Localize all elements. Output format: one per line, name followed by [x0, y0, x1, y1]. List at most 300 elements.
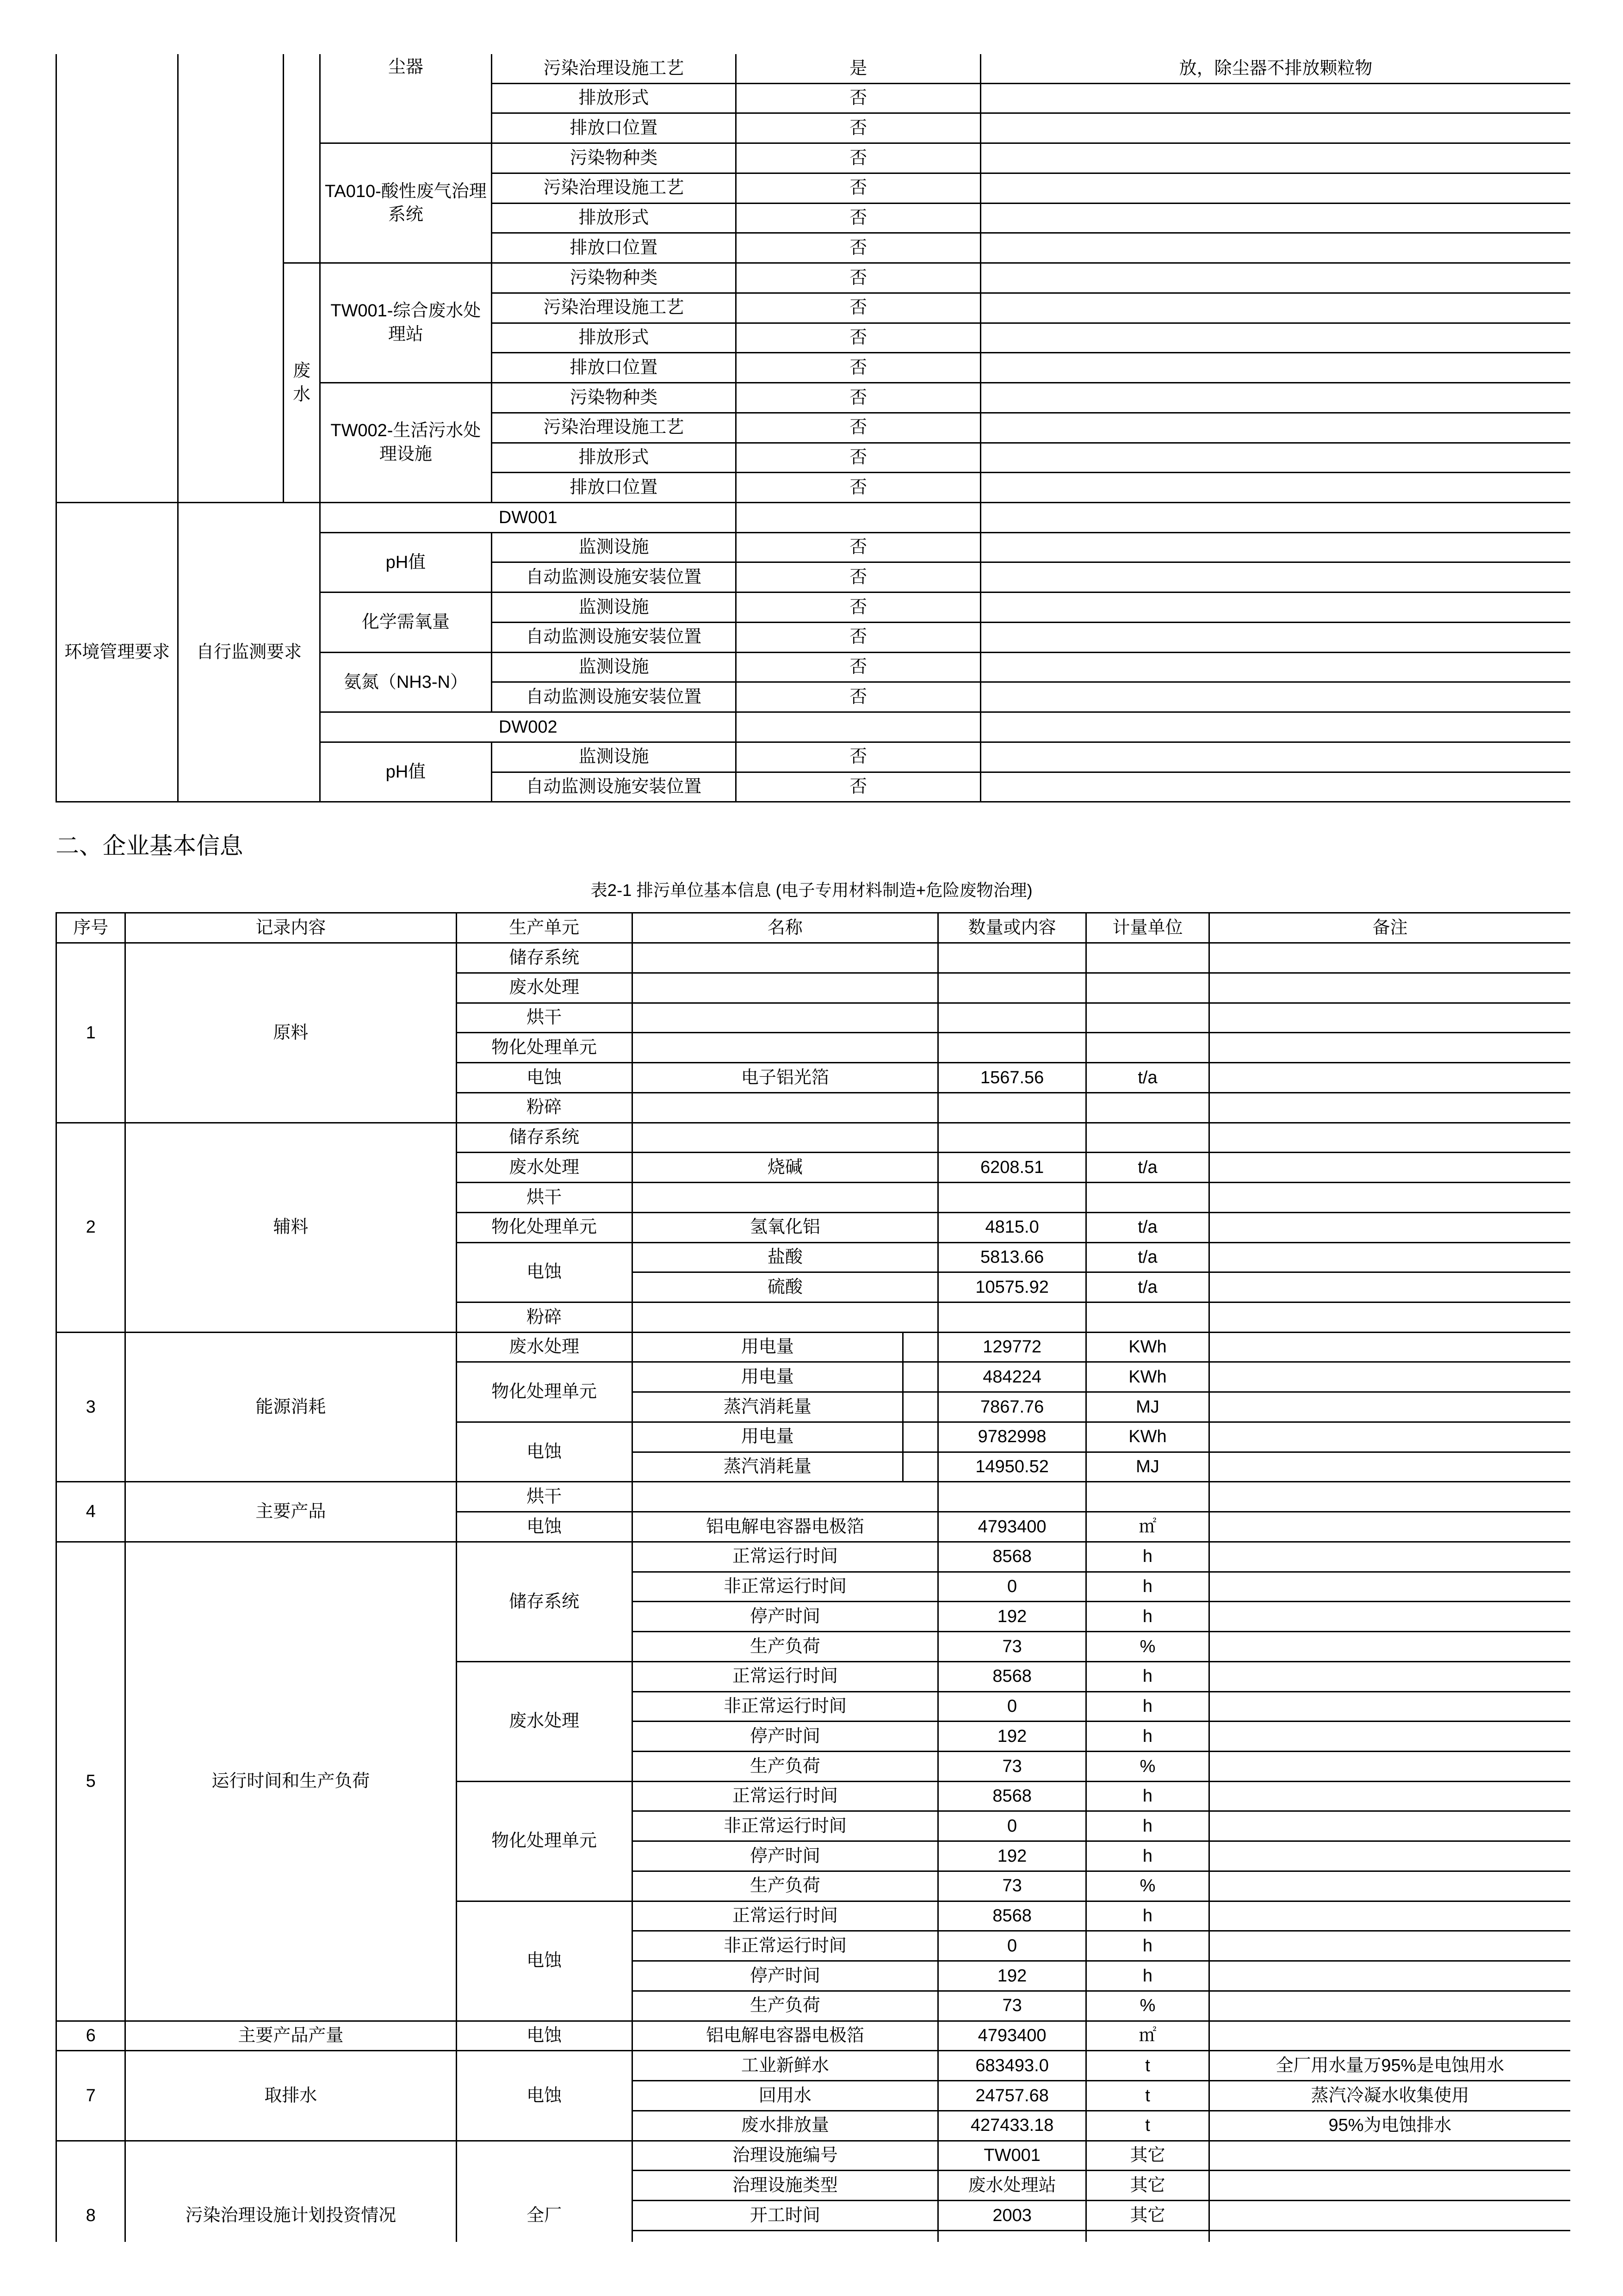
- table-cell: 废水处理站: [938, 2171, 1086, 2201]
- table-cell: 污染物种类: [491, 263, 736, 293]
- table-cell: 4: [56, 1482, 125, 1542]
- table-cell: 废水处理: [456, 973, 632, 1003]
- empty-cell: [1086, 1302, 1209, 1333]
- empty-cell: [981, 353, 1570, 383]
- empty-cell: [1209, 1722, 1570, 1752]
- table-cell: 排放形式: [491, 203, 736, 233]
- table-cell: 3: [56, 1332, 125, 1482]
- table-cell: 原料: [125, 943, 457, 1123]
- empty-cell: [981, 83, 1570, 113]
- empty-cell: [1209, 2141, 1570, 2171]
- table-cell: 73: [938, 1991, 1086, 2021]
- empty-cell: [1209, 1871, 1570, 1901]
- table-cell: 否: [736, 203, 981, 233]
- table-cell: 辅料: [125, 1123, 457, 1332]
- table-cell: 否: [736, 622, 981, 652]
- table-cell: 8568: [938, 1661, 1086, 1691]
- table-cell: 电蚀: [456, 1422, 632, 1481]
- table-cell: 4815.0: [938, 1212, 1086, 1242]
- table-cell: 盐酸: [632, 1242, 938, 1272]
- table-cell: 10575.92: [938, 1272, 1086, 1302]
- table-cell: 粉碎: [456, 1302, 632, 1333]
- empty-cell: [903, 1452, 938, 1482]
- table-cell: 其它: [1086, 2171, 1209, 2201]
- table-row: [56, 2021, 1570, 2051]
- table-cell: h: [1086, 1901, 1209, 1931]
- table-cell: 回用水: [632, 2081, 938, 2111]
- empty-cell: [1209, 1901, 1570, 1931]
- empty-cell: [938, 1183, 1086, 1213]
- table-cell: 2: [56, 1123, 125, 1332]
- table-cell: h: [1086, 1811, 1209, 1841]
- table-cell: 非正常运行时间: [632, 1931, 938, 1961]
- empty-cell: [1209, 1931, 1570, 1961]
- table-cell: 自动监测设施安装位置: [491, 622, 736, 652]
- table-cell: h: [1086, 1961, 1209, 1991]
- pollution-management-table: [56, 54, 1570, 802]
- table-cell: 废水处理: [456, 1153, 632, 1183]
- table-cell: 储存系统: [456, 1123, 632, 1153]
- table-cell: 电蚀: [456, 1063, 632, 1093]
- table-cell: 电子铝光箔: [632, 1063, 938, 1093]
- table-cell: 排放形式: [491, 83, 736, 113]
- table-cell: 9782998: [938, 1422, 1086, 1452]
- empty-cell: [1209, 973, 1570, 1003]
- empty-cell: [903, 1392, 938, 1422]
- table-cell: 治理设施编号: [632, 2141, 938, 2171]
- table-row: [56, 1332, 1570, 1362]
- empty-cell: [981, 532, 1570, 562]
- pollution-management-table-continued: [56, 54, 1570, 805]
- table-cell: t: [1086, 2111, 1209, 2141]
- table-cell: 否: [736, 593, 981, 623]
- table-cell: 0: [938, 1572, 1086, 1602]
- table-cell: 24757.68: [938, 2081, 1086, 2111]
- empty-cell: [1209, 2171, 1570, 2201]
- empty-cell: [938, 2230, 1086, 2242]
- table-cell: DW001: [320, 503, 736, 533]
- table-cell: 正常运行时间: [632, 1781, 938, 1811]
- empty-cell: [1086, 1482, 1209, 1512]
- table-cell: 氨氮（NH3-N）: [320, 652, 491, 712]
- empty-cell: [1209, 1961, 1570, 1991]
- table-cell: 否: [736, 233, 981, 263]
- table-cell: 电蚀: [456, 1242, 632, 1302]
- table-cell: h: [1086, 1602, 1209, 1632]
- empty-cell: [178, 54, 284, 502]
- table-cell: 否: [736, 413, 981, 443]
- table-cell: 停产时间: [632, 1961, 938, 1991]
- table-cell: 监测设施: [491, 742, 736, 772]
- empty-cell: [632, 943, 938, 973]
- table-cell: 否: [736, 652, 981, 682]
- table-cell: 名称: [632, 913, 938, 943]
- empty-cell: [1209, 1242, 1570, 1272]
- empty-cell: [1209, 1092, 1570, 1123]
- table-cell: 192: [938, 1841, 1086, 1871]
- table-cell: 主要产品: [125, 1482, 457, 1542]
- empty-cell: [736, 503, 981, 533]
- table-cell: 1: [56, 943, 125, 1123]
- table-cell: 计量单位: [1086, 913, 1209, 943]
- empty-cell: [981, 593, 1570, 623]
- table-cell: 全厂用水量万95%是电蚀用水: [1209, 2051, 1570, 2081]
- empty-cell: [938, 1003, 1086, 1033]
- table-cell: 电蚀: [456, 2021, 632, 2051]
- table-cell: 废水处理: [456, 1661, 632, 1781]
- table-cell: 73: [938, 1871, 1086, 1901]
- table-cell: 非正常运行时间: [632, 1691, 938, 1722]
- empty-cell: [938, 943, 1086, 973]
- section-heading: 二、企业基本信息: [56, 832, 243, 859]
- table-cell: 192: [938, 1602, 1086, 1632]
- table-cell: 停产时间: [632, 1841, 938, 1871]
- empty-cell: [981, 503, 1570, 533]
- empty-cell: [1209, 1811, 1570, 1841]
- empty-cell: [981, 652, 1570, 682]
- table-cell: TW002-生活污水处理设施: [320, 383, 491, 503]
- table-cell: 其它: [1086, 2141, 1209, 2171]
- table-row: [56, 503, 1570, 533]
- empty-cell: [1209, 1602, 1570, 1632]
- empty-cell: [56, 54, 178, 502]
- table-cell: 污染治理设施工艺: [491, 413, 736, 443]
- table-cell: 0: [938, 1691, 1086, 1722]
- table-caption: 表2-1 排污单位基本信息 (电子专用材料制造+危险废物治理): [590, 881, 1033, 900]
- table-cell: 监测设施: [491, 593, 736, 623]
- table-cell: t/a: [1086, 1242, 1209, 1272]
- table-cell: 硫酸: [632, 1272, 938, 1302]
- empty-cell: [981, 143, 1570, 173]
- empty-cell: [1209, 1542, 1570, 1572]
- table-cell: 6208.51: [938, 1153, 1086, 1183]
- table-cell: TW001: [938, 2141, 1086, 2171]
- empty-cell: [981, 742, 1570, 772]
- empty-cell: [981, 113, 1570, 143]
- empty-cell: [1086, 943, 1209, 973]
- table-cell: 非正常运行时间: [632, 1811, 938, 1841]
- table-cell: 2003: [938, 2201, 1086, 2231]
- table-cell: 记录内容: [125, 913, 457, 943]
- empty-cell: [1086, 1092, 1209, 1123]
- empty-cell: [1209, 1063, 1570, 1093]
- table-cell: 否: [736, 473, 981, 503]
- empty-cell: [981, 233, 1570, 263]
- empty-cell: [1209, 1482, 1570, 1512]
- table-cell: 治理设施类型: [632, 2171, 938, 2201]
- table-cell: 取排水: [125, 2051, 457, 2141]
- table-cell: 5813.66: [938, 1242, 1086, 1272]
- table-cell: 烘干: [456, 1183, 632, 1213]
- table-cell: 73: [938, 1752, 1086, 1782]
- empty-cell: [1086, 1123, 1209, 1153]
- table-cell: 否: [736, 562, 981, 593]
- empty-cell: [632, 1033, 938, 1063]
- table-cell: TA010-酸性废气治理系统: [320, 143, 491, 263]
- table-cell: 蒸汽消耗量: [632, 1452, 903, 1482]
- table-cell: 排放口位置: [491, 113, 736, 143]
- table-cell: 污染治理设施计划投资情况: [125, 2141, 457, 2242]
- table-cell: 1567.56: [938, 1063, 1086, 1093]
- table-cell: t/a: [1086, 1153, 1209, 1183]
- empty-cell: [1086, 973, 1209, 1003]
- table-cell: h: [1086, 1661, 1209, 1691]
- empty-cell: [1209, 1512, 1570, 1542]
- table-cell: 自动监测设施安装位置: [491, 562, 736, 593]
- table-cell: KWh: [1086, 1422, 1209, 1452]
- empty-cell: [284, 54, 320, 263]
- table-cell: 生产负荷: [632, 1991, 938, 2021]
- table-cell: 否: [736, 143, 981, 173]
- empty-cell: [1209, 1422, 1570, 1452]
- empty-cell: [632, 1482, 938, 1512]
- empty-cell: [1086, 2230, 1209, 2242]
- table-cell: t: [1086, 2081, 1209, 2111]
- table-cell: 是: [736, 54, 981, 83]
- table-cell: 其它: [1086, 2201, 1209, 2231]
- table-cell: 储存系统: [456, 1542, 632, 1661]
- empty-cell: [981, 772, 1570, 802]
- table-row: [56, 1542, 1570, 1572]
- table-cell: 683493.0: [938, 2051, 1086, 2081]
- table-cell: 铝电解电容器电极箔: [632, 2021, 938, 2051]
- empty-cell: [1209, 1302, 1570, 1333]
- table-cell: 否: [736, 323, 981, 353]
- table-cell: 污染物种类: [491, 143, 736, 173]
- empty-cell: [981, 622, 1570, 652]
- table-cell: 73: [938, 1632, 1086, 1662]
- table-cell: 正常运行时间: [632, 1542, 938, 1572]
- table-cell: 物化处理单元: [456, 1362, 632, 1422]
- table-cell: ㎡: [1086, 2021, 1209, 2051]
- table-cell: 物化处理单元: [456, 1033, 632, 1063]
- table-cell: %: [1086, 1871, 1209, 1901]
- table-cell: t/a: [1086, 1063, 1209, 1093]
- empty-cell: [632, 2230, 938, 2242]
- table-cell: 0: [938, 1931, 1086, 1961]
- empty-cell: [981, 443, 1570, 473]
- empty-cell: [1086, 1183, 1209, 1213]
- empty-cell: [981, 263, 1570, 293]
- table-cell: 电蚀: [456, 1512, 632, 1542]
- table-cell: 烘干: [456, 1003, 632, 1033]
- table-cell: 排放形式: [491, 443, 736, 473]
- table-cell: pH值: [320, 532, 491, 592]
- table-cell: 废水排放量: [632, 2111, 938, 2141]
- empty-cell: [1209, 1392, 1570, 1422]
- empty-cell: [1209, 1123, 1570, 1153]
- table-cell: 物化处理单元: [456, 1212, 632, 1242]
- table-cell: 废水处理: [456, 1332, 632, 1362]
- empty-cell: [632, 1092, 938, 1123]
- table-cell: 正常运行时间: [632, 1901, 938, 1931]
- table-cell: 4793400: [938, 2021, 1086, 2051]
- table-cell: 否: [736, 772, 981, 802]
- table-cell: 排放口位置: [491, 473, 736, 503]
- table-cell: 全厂: [456, 2141, 632, 2242]
- empty-cell: [938, 1123, 1086, 1153]
- table-header-row: [56, 913, 1570, 943]
- table-cell: 8568: [938, 1901, 1086, 1931]
- empty-cell: [938, 1482, 1086, 1512]
- table-cell: 否: [736, 532, 981, 562]
- table-cell: 7867.76: [938, 1392, 1086, 1422]
- table-cell: 否: [736, 263, 981, 293]
- table-cell: 否: [736, 113, 981, 143]
- table-cell: 氢氧化铝: [632, 1212, 938, 1242]
- table-cell: MJ: [1086, 1452, 1209, 1482]
- table-cell: 自动监测设施安装位置: [491, 682, 736, 712]
- empty-cell: [1209, 1752, 1570, 1782]
- table-cell: 污染治理设施工艺: [491, 173, 736, 203]
- empty-cell: [1209, 1332, 1570, 1362]
- empty-cell: [1209, 1632, 1570, 1662]
- empty-cell: [1209, 2201, 1570, 2231]
- table-cell: 污染治理设施工艺: [491, 54, 736, 83]
- table-cell: h: [1086, 1691, 1209, 1722]
- table-cell: 8568: [938, 1781, 1086, 1811]
- table-cell: 否: [736, 173, 981, 203]
- table-cell: 5: [56, 1542, 125, 2021]
- table-cell: 用电量: [632, 1362, 903, 1392]
- table-cell: 数量或内容: [938, 913, 1086, 943]
- empty-cell: [1209, 1691, 1570, 1722]
- empty-cell: [1209, 1183, 1570, 1213]
- table-cell: 生产单元: [456, 913, 632, 943]
- empty-cell: [981, 173, 1570, 203]
- table-cell: 排放口位置: [491, 353, 736, 383]
- table-cell: 自动监测设施安装位置: [491, 772, 736, 802]
- table-cell: 放，除尘器不排放颗粒物: [981, 54, 1570, 83]
- table-cell: h: [1086, 1542, 1209, 1572]
- table-cell: 14950.52: [938, 1452, 1086, 1482]
- table-cell: 生产负荷: [632, 1752, 938, 1782]
- table-cell: 环境管理要求: [56, 503, 178, 802]
- table-row: [56, 1482, 1570, 1512]
- table-cell: %: [1086, 1632, 1209, 1662]
- table-cell: 烧碱: [632, 1153, 938, 1183]
- empty-cell: [1209, 943, 1570, 973]
- table-cell: pH值: [320, 742, 491, 802]
- table-cell: 否: [736, 682, 981, 712]
- empty-cell: [938, 1092, 1086, 1123]
- empty-cell: [903, 1332, 938, 1362]
- table-cell: h: [1086, 1931, 1209, 1961]
- table-cell: 否: [736, 83, 981, 113]
- empty-cell: [938, 973, 1086, 1003]
- table-row: [56, 2051, 1570, 2081]
- basic-info-table: [56, 912, 1570, 2242]
- table-cell: 排放口位置: [491, 233, 736, 263]
- table-cell: 能源消耗: [125, 1332, 457, 1482]
- table-cell: 192: [938, 1722, 1086, 1752]
- table-cell: TW001-综合废水处理站: [320, 263, 491, 383]
- table-cell: t/a: [1086, 1212, 1209, 1242]
- table-cell: 427433.18: [938, 2111, 1086, 2141]
- empty-cell: [938, 1033, 1086, 1063]
- table-cell: 蒸汽消耗量: [632, 1392, 903, 1422]
- table-cell: 粉碎: [456, 1092, 632, 1123]
- table-cell: ㎡: [1086, 1512, 1209, 1542]
- empty-cell: [981, 682, 1570, 712]
- empty-cell: [1086, 1033, 1209, 1063]
- table-cell: 192: [938, 1961, 1086, 1991]
- table-cell: %: [1086, 1752, 1209, 1782]
- empty-cell: [1209, 2021, 1570, 2051]
- table-cell: 否: [736, 293, 981, 323]
- table-cell: 95%为电蚀排水: [1209, 2111, 1570, 2141]
- table-cell: 电蚀: [456, 2051, 632, 2141]
- table-cell: 4793400: [938, 1512, 1086, 1542]
- empty-cell: [981, 323, 1570, 353]
- table-cell: 物化处理单元: [456, 1781, 632, 1901]
- empty-cell: [1209, 1572, 1570, 1602]
- table-cell: 停产时间: [632, 1722, 938, 1752]
- empty-cell: [1209, 1841, 1570, 1871]
- empty-cell: [903, 1362, 938, 1392]
- empty-cell: [903, 1422, 938, 1452]
- table-cell: 8: [56, 2141, 125, 2242]
- empty-cell: [632, 1302, 938, 1333]
- empty-cell: [981, 473, 1570, 503]
- empty-cell: [1209, 1272, 1570, 1302]
- empty-cell: [1209, 1781, 1570, 1811]
- table-cell: 8568: [938, 1542, 1086, 1572]
- table-cell: 尘器: [320, 54, 491, 143]
- empty-cell: [1209, 1661, 1570, 1691]
- table-cell: 6: [56, 2021, 125, 2051]
- table-cell: 正常运行时间: [632, 1661, 938, 1691]
- table-cell: %: [1086, 1991, 1209, 2021]
- table-cell: 污染治理设施工艺: [491, 293, 736, 323]
- empty-cell: [981, 413, 1570, 443]
- empty-cell: [1209, 1033, 1570, 1063]
- table-cell: 储存系统: [456, 943, 632, 973]
- empty-cell: [1209, 1362, 1570, 1392]
- table-cell: 7: [56, 2051, 125, 2141]
- table-cell: 129772: [938, 1332, 1086, 1362]
- basic-info-table-wrapper: [56, 912, 1570, 2242]
- empty-cell: [981, 383, 1570, 413]
- table-cell: 烘干: [456, 1482, 632, 1512]
- empty-cell: [981, 562, 1570, 593]
- empty-cell: [1086, 1003, 1209, 1033]
- empty-cell: [981, 293, 1570, 323]
- empty-cell: [632, 1003, 938, 1033]
- table-row: [56, 54, 1570, 83]
- table-cell: KWh: [1086, 1362, 1209, 1392]
- empty-cell: [1209, 1153, 1570, 1183]
- empty-cell: [1209, 1991, 1570, 2021]
- table-cell: MJ: [1086, 1392, 1209, 1422]
- table-row: [56, 2141, 1570, 2171]
- table-cell: t/a: [1086, 1272, 1209, 1302]
- table-cell: h: [1086, 1722, 1209, 1752]
- table-cell: 排放形式: [491, 323, 736, 353]
- table-cell: 否: [736, 742, 981, 772]
- table-cell: 生产负荷: [632, 1632, 938, 1662]
- table-cell: 废水: [284, 263, 320, 503]
- table-cell: 停产时间: [632, 1602, 938, 1632]
- table-cell: 用电量: [632, 1422, 903, 1452]
- empty-cell: [632, 1183, 938, 1213]
- table-cell: 电蚀: [456, 1901, 632, 2021]
- table-cell: 运行时间和生产负荷: [125, 1542, 457, 2021]
- table-cell: 备注: [1209, 913, 1570, 943]
- table-cell: h: [1086, 1841, 1209, 1871]
- table-cell: 蒸汽冷凝水收集使用: [1209, 2081, 1570, 2111]
- table-cell: 用电量: [632, 1332, 903, 1362]
